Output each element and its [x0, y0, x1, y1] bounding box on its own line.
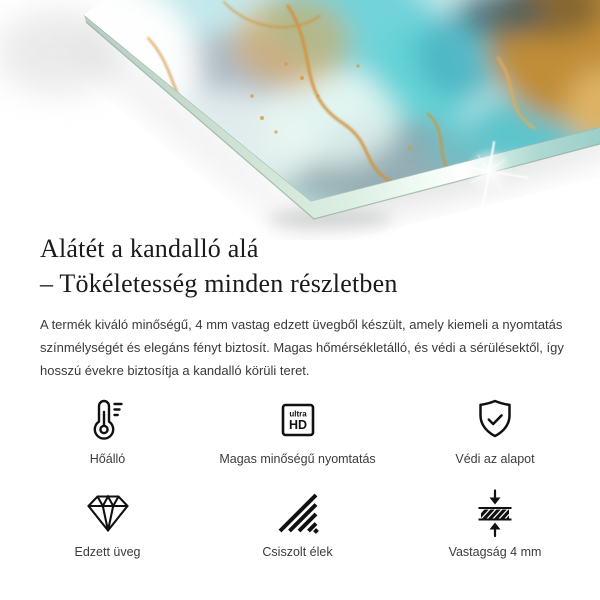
feature-heat-resistant	[20, 396, 195, 467]
feature-label: Védi az alapot	[455, 452, 535, 466]
description-line: színmélységét és elegáns fényt biztosít. Magas hőmérsékletálló, és védi a sérülésektől, így	[40, 340, 564, 355]
description-line: A termék kiváló minőségű, 4 mm vastag edzett üvegből készült, amely kiemeli a nyomtatás	[40, 317, 563, 332]
svg-text:HD: HD	[288, 418, 307, 432]
feature-polished-edges	[195, 489, 400, 560]
ultra-hd-icon	[274, 396, 322, 444]
feature-label: Hőálló	[89, 452, 126, 466]
feature-thickness-4mm	[400, 489, 590, 560]
feature-tempered-glass	[20, 489, 195, 560]
glass-panel-graphic	[0, 0, 600, 240]
feature-label: Csiszolt élek	[262, 545, 333, 559]
thermometer-icon	[84, 396, 132, 444]
features-grid	[20, 396, 595, 560]
page-title-line1: Alátét a kandalló alá	[40, 234, 259, 263]
page-title	[40, 231, 570, 301]
feature-label: Magas minőségű nyomtatás	[219, 452, 376, 466]
product-image	[0, 0, 600, 240]
feature-protects-base	[400, 396, 590, 467]
diamond-icon	[84, 489, 132, 537]
thickness-icon	[471, 489, 519, 537]
page-title-line2: – Tökéletesség minden részletben	[40, 269, 398, 298]
description-line: hosszú évekre biztosítja a kandalló körüli teret.	[40, 363, 310, 378]
feature-label: Vastagság 4 mm	[448, 545, 542, 559]
polished-edges-icon	[274, 489, 322, 537]
shield-check-icon	[471, 396, 519, 444]
feature-ultra-hd-print	[195, 396, 400, 467]
feature-label: Edzett üveg	[74, 545, 141, 559]
product-description	[40, 313, 565, 382]
svg-text:ultra: ultra	[288, 409, 307, 419]
